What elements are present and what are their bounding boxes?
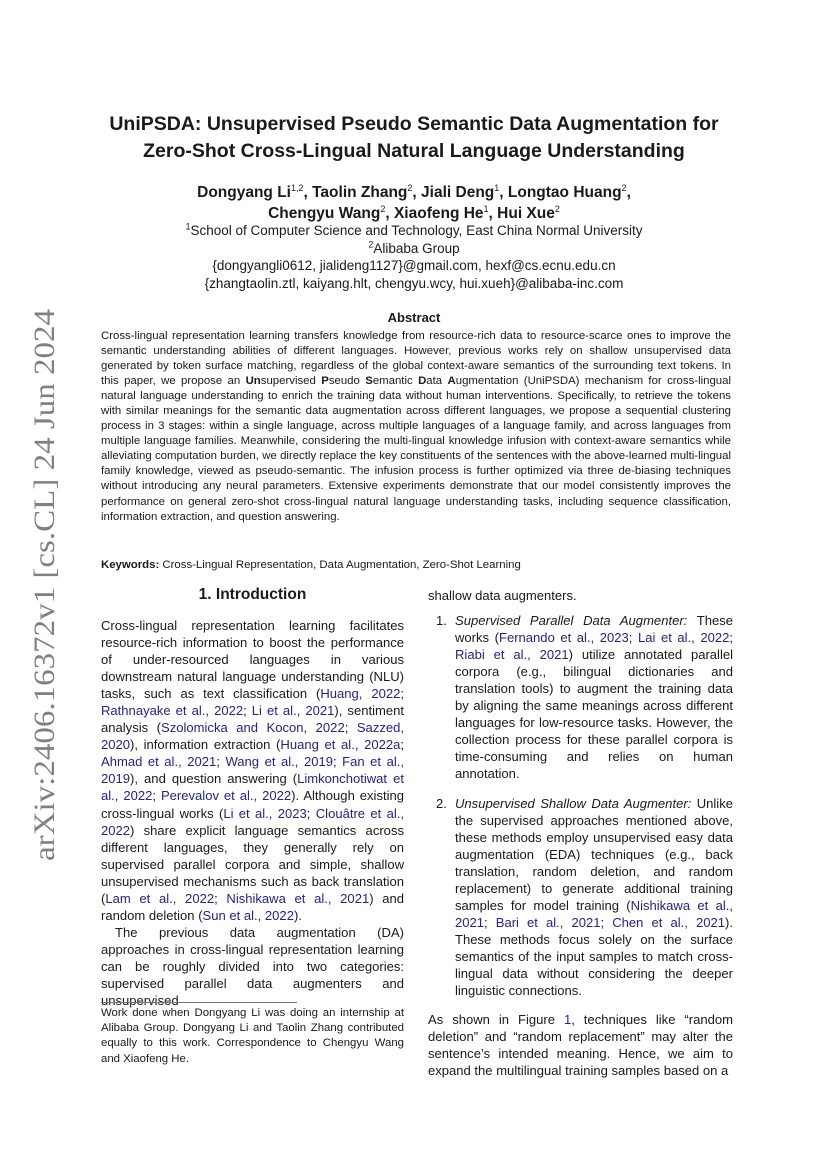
intro-continuation: shallow data augmenters. (428, 588, 577, 603)
author-name: Dongyang Li (197, 184, 291, 201)
citation-link[interactable]: Ahmad et al., 2021 (101, 754, 217, 770)
author-name: , Xiaofeng He (385, 205, 484, 222)
author-name: , Jiali Deng (412, 184, 495, 201)
citation-link[interactable]: Chen et al., 2021 (612, 914, 726, 930)
intro-paragraph-3: As shown in Figure 1, techniques like “random deletion” and “random replacement” may alter the sentence’s intended meaning. Hence, we aim to expand the multilingual training samples based on a (428, 1012, 734, 1079)
affiliation-1 (60, 222, 768, 240)
abstract-text: ugmentation (UniPSDA) mechanism for cross-lingual natural language understanding to enrich the training data without human interventions. Specifically, to retrieve the tokens with similar meanings for the semantic data augmentation across different languages, we propose a sequential clustering process in 3 stages: within a single language, across multiple languages of a language family, and across languages from multiple language families. Meanwhile, considering the multi-lingual knowledge infusion with context-aware semantics while alleviating computation burden, we directly replace the key constituents of the sentences with the above-learned multi-lingual family knowledge, viewed as pseudo-semantic. The infusion process is further optimized via three de-biasing techniques without introducing any neural parameters. Extensive experiments demonstrate that our model consistently improves the performance on general zero-shot cross-lingual natural language understanding tasks, including sequence classification, information extraction, and question answering. (101, 375, 732, 523)
keywords-label: Keywords: (101, 559, 160, 571)
abstract-text: Cross-lingual representation learning transfers knowledge from resource-rich data to resource-scarce ones to improve the semantic understanding abilities of different languages. However, previous works rely on shallow unsupervised data generated by token surface matching, regardless of the global context-aware semantics of the surrounding text tokens. In this paper, we propose an (101, 330, 731, 388)
citation-link[interactable]: Fernando et al., 2023 (498, 630, 629, 646)
author-name: Chengyu Wang (268, 205, 381, 222)
list-item (428, 612, 733, 782)
citation-link[interactable]: Fan et al., 2019 (101, 754, 404, 787)
affiliation-2 (60, 240, 768, 258)
intro-paragraph-2: The previous data augmentation (DA) approaches in cross-lingual representation learning can be roughly divided into two categories: supervised parallel data augmenters and unsupervised (101, 924, 404, 1009)
email-line-2: {zhangtaolin.ztl, kaiyang.hlt, chengyu.wcy, hui.xueh}@alibaba-inc.com (204, 275, 624, 291)
footnote-rule (101, 1002, 297, 1003)
citation-link[interactable]: Huang et al., 2022a (280, 737, 401, 753)
citation-link[interactable]: Huang, 2022 (320, 686, 401, 702)
left-column (101, 617, 404, 1009)
list-item-title: Supervised Parallel Data Augmenter: (455, 613, 688, 629)
abstract-text: seudo (328, 375, 366, 388)
abstract-text: ata (426, 375, 448, 388)
title-line-2: Zero-Shot Cross-Lingual Natural Language Understanding (143, 140, 685, 162)
citation-link[interactable]: Wang et al., 2019 (225, 754, 333, 770)
affiliation-text: School of Computer Science and Technology, East China Normal University (190, 223, 643, 238)
author-sup: 2 (407, 182, 413, 193)
keywords (101, 559, 731, 571)
acronym-letter: S (365, 375, 373, 388)
affiliation-sup: 1 (185, 221, 191, 232)
affiliation-sup: 2 (368, 239, 374, 249)
acronym-letter: Un (245, 375, 261, 388)
list-item (428, 795, 733, 1000)
citation-link[interactable]: Clouâtre et al., 2022 (101, 805, 405, 838)
list-item-text: Unsupervised Shallow Data Augmenter: Unlike the supervised approaches mentioned above, these methods employ unsupervised easy data augmentation (EDA) techniques (e.g., back translation, random deletion, and random replacement) to generate additional training samples for model training (Nishikawa et al., 2021; Bari et al., 2021; Chen et al., 2021). These methods focus solely on the surface semantics of the input samples to match cross-lingual data without considering the deeper linguistic connections. (455, 795, 734, 999)
author-sup: 2 (621, 182, 627, 193)
keywords-text: Cross-Lingual Representation, Data Augmentation, Zero-Shot Learning (159, 559, 521, 571)
list-number: 2. (436, 795, 447, 811)
citation-link[interactable]: Li et al., 2021 (251, 703, 335, 719)
abstract-text: emantic (372, 375, 419, 388)
footnote: Work done when Dongyang Li was doing an internship at Alibaba Group. Dongyang Li and Taolin Zhang contributed equally to this work. Correspondence to Chengyu Wang and Xiaofeng He. (101, 1007, 404, 1065)
citation-link[interactable]: Lam et al., 2022 (105, 890, 215, 906)
author-sup: 1 (494, 182, 500, 193)
email-line-1: {dongyangli0612, jialideng1127}@gmail.com, hexf@cs.ecnu.edu.cn (212, 258, 616, 273)
section-heading-introduction: 1. Introduction (198, 586, 307, 603)
acronym-letter: P (321, 375, 329, 388)
author-sup: 2 (554, 203, 560, 214)
citation-link[interactable]: Riabi et al., 2021 (455, 647, 569, 663)
list-item-title: Unsupervised Shallow Data Augmenter: (455, 795, 692, 811)
intro-paragraph-1: Cross-lingual representation learning facilitates resource-rich information to boost the performance of under-resourced languages in various downstream natural language understanding (NLU) tasks, such as text classification (Huang, 2022; Rathnayake et al., 2022; Li et al., 2021), sentiment analysis (Szolomicka and Kocon, 2022; Sazzed, 2020), information extraction (Huang et al., 2022a; Ahmad et al., 2021; Wang et al., 2019; Fan et al., 2019), and question answering (Limkonchotiwat et al., 2022; Perevalov et al., 2022). Although existing cross-lingual works (Li et al., 2023; Clouâtre et al., 2022) share explicit language semantics across different languages, they generally rely on supervised parallel corpora and simple, shallow unsupervised mechanisms such as back translation (Lam et al., 2022; Nishikawa et al., 2021) and random deletion (Sun et al., 2022). (101, 618, 405, 923)
author-sup: 1 (483, 203, 489, 214)
affiliations (60, 222, 768, 292)
citation-link[interactable]: Lai et al., 2022 (637, 630, 730, 646)
citation-link[interactable]: Sazzed, 2020 (101, 720, 405, 753)
author-separator: , (626, 184, 631, 201)
citation-link[interactable]: 1 (563, 1012, 572, 1028)
author-sup: 2 (380, 203, 386, 214)
citation-link[interactable]: Rathnayake et al., 2022 (101, 703, 244, 719)
right-column (428, 587, 733, 1079)
author-line-2 (60, 203, 768, 224)
arxiv-side-text: arXiv:2406.16372v1 [cs.CL] 24 Jun 2024 (29, 367, 61, 861)
citation-link[interactable]: Li et al., 2023 (223, 805, 307, 821)
author-line-1 (60, 182, 768, 203)
arxiv-side-label (14, 305, 62, 865)
abstract-body (101, 329, 731, 525)
list-number: 1. (436, 613, 447, 629)
citation-link[interactable]: Sun et al., 2022 (202, 907, 294, 923)
list-item-text: Supervised Parallel Data Augmenter: These works (Fernando et al., 2023; Lai et al., 2022; Riabi et al., 2021) utilize annotated parallel corpora (e.g., bilingual dictionaries and translation tools) to augment the training data by aligning the same meanings across different languages for low-resource tasks. However, the collection process for these parallel corpora is time-consuming and relies on human annotation. (455, 613, 734, 782)
citation-link[interactable]: Nishikawa et al., 2021 (455, 897, 733, 930)
citation-link[interactable]: Nishikawa et al., 2021 (226, 890, 370, 906)
title-line-1: UniPSDA: Unsupervised Pseudo Semantic Data Augmentation for (109, 113, 719, 135)
author-name: , Hui Xue (488, 205, 555, 222)
paper-title (60, 111, 768, 165)
citation-link[interactable]: Szolomicka and Kocon, 2022 (161, 720, 345, 736)
acronym-letter: A (447, 375, 456, 388)
acronym-letter: D (418, 375, 427, 388)
citation-link[interactable]: Perevalov et al., 2022 (160, 788, 292, 804)
abstract-heading: Abstract (387, 310, 441, 325)
author-sup: 1,2 (290, 182, 304, 193)
author-name: , Taolin Zhang (303, 184, 408, 201)
citation-link[interactable]: Limkonchotiwat et al., 2022 (101, 771, 404, 804)
affiliation-text: Alibaba Group (373, 240, 460, 256)
author-list (60, 182, 768, 224)
citation-link[interactable]: Bari et al., 2021 (495, 914, 601, 930)
abstract-text: supervised (260, 375, 322, 388)
author-name: , Longtao Huang (499, 184, 622, 201)
